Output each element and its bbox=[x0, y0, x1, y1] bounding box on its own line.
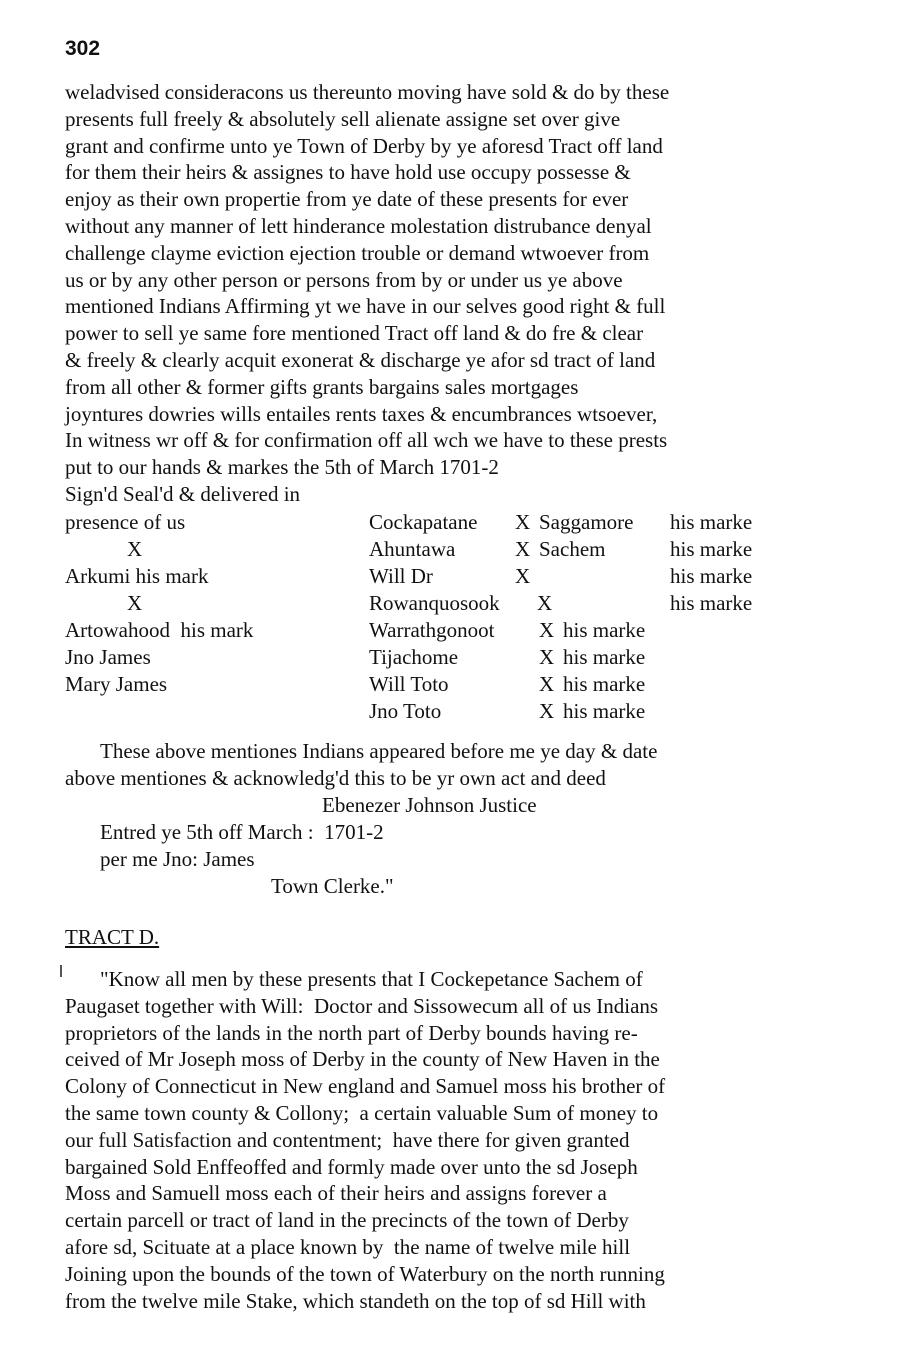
text-line: enjoy as their own propertie from ye date of these presents for ever bbox=[65, 187, 629, 212]
justice-signature: Ebenezer Johnson Justice bbox=[322, 793, 537, 817]
text-line: the same town county & Collony; a certain valuable Sum of money to bbox=[65, 1100, 659, 1125]
section-heading: TRACT D. bbox=[65, 925, 160, 949]
tract-d-paragraph bbox=[65, 966, 875, 1314]
text-line: proprietors of the lands in the north part of Derby bounds having re- bbox=[65, 1020, 638, 1045]
signer-name: Cockapatane bbox=[369, 510, 478, 534]
signer-title: Saggamore bbox=[539, 510, 634, 534]
text-line: us or by any other person or persons from by or under us ye above bbox=[65, 267, 623, 292]
signer-name: Warrathgonoot bbox=[369, 618, 495, 642]
witness-entry: Mary James bbox=[65, 672, 168, 696]
text-line: from all other & former gifts grants bargains sales mortgages bbox=[65, 374, 579, 399]
margin-mark bbox=[60, 965, 62, 977]
mark-label: his marke bbox=[670, 591, 753, 615]
text-line: Paugaset together with Will: Doctor and Sissowecum all of us Indians bbox=[65, 993, 659, 1018]
text-line: power to sell ye same fore mentioned Tract off land & do fre & clear bbox=[65, 321, 644, 346]
witness-entry: presence of us bbox=[65, 510, 186, 534]
acknowledgment-text: These above mentiones Indians appeared before me ye day & date bbox=[100, 739, 658, 763]
signer-mark: X bbox=[515, 510, 531, 534]
text-line: grant and confirme unto ye Town of Derby by ye aforesd Tract off land bbox=[65, 133, 663, 158]
signature-row bbox=[65, 672, 865, 699]
signature-row bbox=[65, 537, 865, 564]
acknowledgment-text: above mentiones & acknowledg'd this to be yr own act and deed bbox=[65, 766, 606, 790]
signer-mark: X bbox=[537, 591, 553, 615]
text-line: & freely & clearly acquit exonerat & discharge ye afor sd tract of land bbox=[65, 347, 656, 372]
clerk-name: per me Jno: James bbox=[100, 847, 255, 871]
witness-entry: X bbox=[127, 591, 143, 615]
text-line: Sign'd Seal'd & delivered in bbox=[65, 481, 301, 506]
clerk-line bbox=[65, 847, 865, 874]
text-line: Colony of Connecticut in New england and Samuel moss his brother of bbox=[65, 1074, 666, 1099]
signer-name: Jno Toto bbox=[369, 699, 442, 723]
mark-label: his marke bbox=[563, 645, 646, 669]
text-line: afore sd, Scituate at a place known by the name of twelve mile hill bbox=[65, 1234, 631, 1259]
text-line: presents full freely & absolutely sell alienate assigne set over give bbox=[65, 106, 621, 131]
mark-label: his marke bbox=[670, 537, 753, 561]
text-line: challenge clayme eviction ejection trouble or demand wtwoever from bbox=[65, 240, 650, 265]
text-line: for them their heirs & assignes to have hold use occupy possesse & bbox=[65, 160, 631, 185]
mark-label: his marke bbox=[563, 618, 646, 642]
signer-name: Ahuntawa bbox=[369, 537, 456, 561]
signer-name: Will Toto bbox=[369, 672, 449, 696]
signer-title: Sachem bbox=[539, 537, 606, 561]
witness-entry: Jno James bbox=[65, 645, 151, 669]
text-line: our full Satisfaction and contentment; have there for given granted bbox=[65, 1127, 630, 1152]
page-number: 302 bbox=[65, 37, 101, 60]
text-line: ceived of Mr Joseph moss of Derby in the county of New Haven in the bbox=[65, 1047, 660, 1072]
witness-entry: X bbox=[127, 537, 143, 561]
text-line: "Know all men by these presents that I Cockepetance Sachem of bbox=[100, 967, 643, 991]
signer-mark: X bbox=[539, 645, 555, 669]
entry-date: Entred ye 5th off March : 1701-2 bbox=[100, 820, 384, 844]
mark-label: his marke bbox=[563, 672, 646, 696]
clerk-title-line bbox=[65, 874, 865, 901]
witness-entry: Artowahood his mark bbox=[65, 618, 254, 642]
text-line: Moss and Samuell moss each of their heirs and assigns forever a bbox=[65, 1181, 607, 1206]
deed-paragraph bbox=[65, 79, 875, 508]
text-line: without any manner of lett hinderance molestation distrubance denyal bbox=[65, 213, 652, 238]
clerk-title: Town Clerke." bbox=[271, 874, 394, 898]
text-line: weladvised consideracons us thereunto moving have sold & do by these bbox=[65, 80, 670, 104]
signature-row bbox=[65, 591, 865, 618]
signer-name: Will Dr bbox=[369, 564, 433, 588]
signature-row bbox=[65, 510, 865, 537]
text-line: certain parcell or tract of land in the precincts of the town of Derby bbox=[65, 1208, 629, 1233]
text-line: put to our hands & markes the 5th of March 1701-2 bbox=[65, 455, 499, 480]
signature-row bbox=[65, 645, 865, 672]
signer-mark: X bbox=[539, 672, 555, 696]
signature-row bbox=[65, 699, 865, 726]
mark-label: his marke bbox=[670, 564, 753, 588]
mark-label: his marke bbox=[563, 699, 646, 723]
signer-mark: X bbox=[539, 699, 555, 723]
entry-line bbox=[65, 820, 865, 847]
text-line: from the twelve mile Stake, which standeth on the top of sd Hill with bbox=[65, 1288, 646, 1313]
signer-mark: X bbox=[515, 564, 531, 588]
signature-row bbox=[65, 564, 865, 591]
text-line: bargained Sold Enffeoffed and formly made over unto the sd Joseph bbox=[65, 1154, 638, 1179]
signer-mark: X bbox=[515, 537, 531, 561]
justice-line bbox=[65, 793, 865, 820]
text-line: mentioned Indians Affirming yt we have in our selves good right & full bbox=[65, 294, 666, 319]
text-line: In witness wr off & for confirmation off all wch we have to these prests bbox=[65, 428, 668, 453]
witness-entry: Arkumi his mark bbox=[65, 564, 209, 588]
signature-row bbox=[65, 618, 865, 645]
signer-name: Rowanquosook bbox=[369, 591, 500, 615]
acknowledgment-line bbox=[65, 766, 865, 793]
acknowledgment-line bbox=[65, 739, 865, 766]
signer-name: Tijachome bbox=[369, 645, 459, 669]
text-line: joyntures dowries wills entailes rents taxes & encumbrances wtsoever, bbox=[65, 401, 658, 426]
mark-label: his marke bbox=[670, 510, 753, 534]
text-line: Joining upon the bounds of the town of Waterbury on the north running bbox=[65, 1261, 665, 1286]
signer-mark: X bbox=[539, 618, 555, 642]
